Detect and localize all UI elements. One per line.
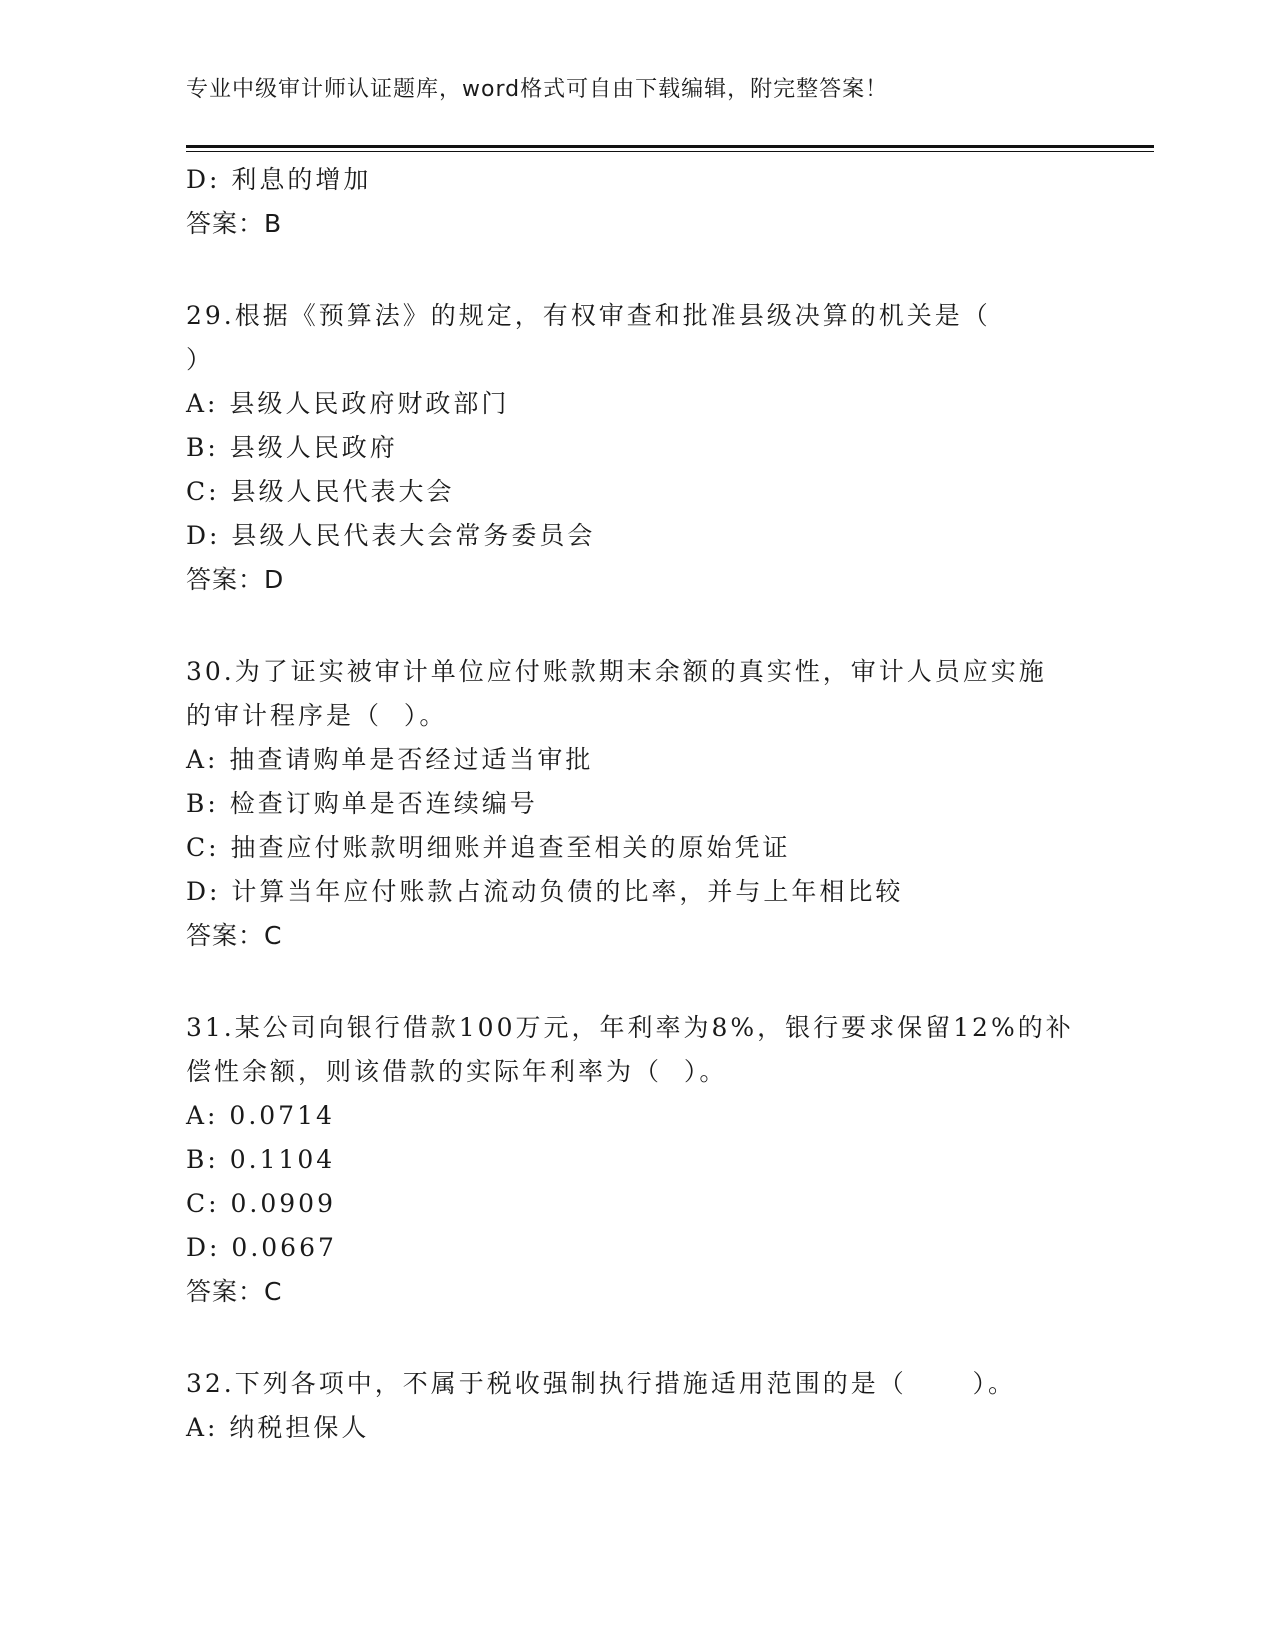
question-stem: ） <box>186 345 215 374</box>
option-a: A: 纳税担保人 <box>186 1413 370 1442</box>
header-rule-thick <box>186 145 1154 148</box>
question-block <box>186 1006 1086 1314</box>
question-block <box>186 294 1086 602</box>
option-a: A: 0.0714 <box>186 1101 335 1130</box>
question-stem: 30.为了证实被审计单位应付账款期末余额的真实性，审计人员应实施 <box>186 657 1047 686</box>
question-block <box>186 1362 1086 1450</box>
question-stem: 31.某公司向银行借款100万元，年利率为8%，银行要求保留12%的补 <box>186 1013 1074 1042</box>
option-c: C: 抽查应付账款明细账并追查至相关的原始凭证 <box>186 833 791 862</box>
question-stem: 偿性余额，则该借款的实际年利率为（ ）。 <box>186 1057 728 1086</box>
question-stem: 32.下列各项中，不属于税收强制执行措施适用范围的是（ ）。 <box>186 1369 1016 1398</box>
option-a: A: 县级人民政府财政部门 <box>186 389 510 418</box>
question-stem: 的审计程序是（ ）。 <box>186 701 448 730</box>
option-d: D: 计算当年应付账款占流动负债的比率，并与上年相比较 <box>186 877 904 906</box>
answer-line: 答案：C <box>186 921 283 950</box>
option-d: D: 县级人民代表大会常务委员会 <box>186 521 596 550</box>
answer-line: 答案：D <box>186 565 285 594</box>
page-header: 专业中级审计师认证题库，word格式可自由下载编辑，附完整答案！ <box>186 77 889 102</box>
option-c: C: 0.0909 <box>186 1189 336 1218</box>
question-block <box>186 650 1086 958</box>
answer-line: 答案：C <box>186 1277 283 1306</box>
document-body <box>186 158 1086 1450</box>
option-a: A: 抽查请购单是否经过适当审批 <box>186 745 594 774</box>
option-c: C: 县级人民代表大会 <box>186 477 455 506</box>
option-b: B: 0.1104 <box>186 1145 336 1174</box>
option-b: B: 检查订购单是否连续编号 <box>186 789 538 818</box>
option-b: B: 县级人民政府 <box>186 433 398 462</box>
header-rule-thin <box>186 151 1154 152</box>
answer-line: 答案：B <box>186 209 283 238</box>
option-d: D: 0.0667 <box>186 1233 337 1262</box>
option-d: D: 利息的增加 <box>186 165 372 194</box>
question-stem: 29.根据《预算法》的规定，有权审查和批准县级决算的机关是（ <box>186 301 991 330</box>
